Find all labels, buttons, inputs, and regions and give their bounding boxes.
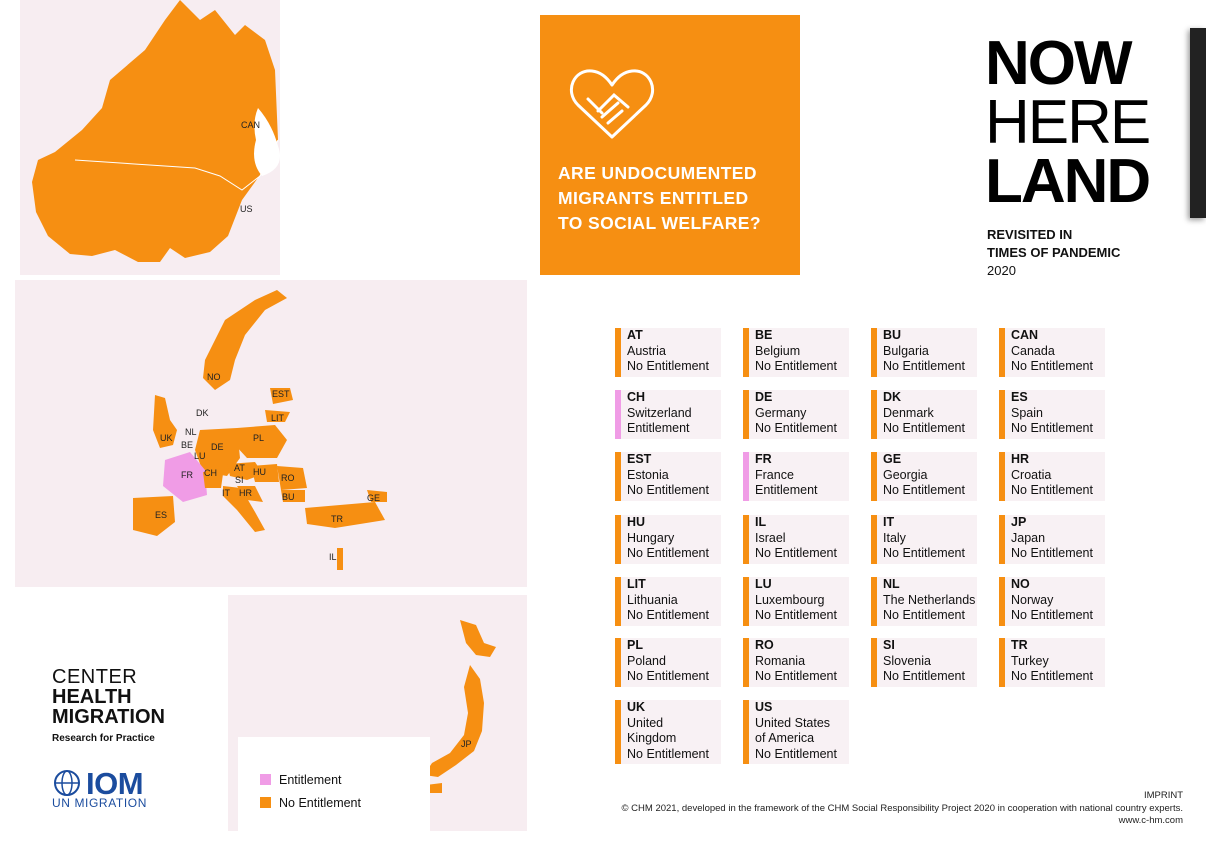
country-card-at: [615, 328, 721, 377]
hero-title-line-1: ARE UNDOCUMENTED: [558, 163, 757, 183]
country-code: LIT: [627, 577, 646, 591]
country-name: Norway: [1011, 592, 1054, 607]
country-name: Spain: [1011, 405, 1043, 420]
country-code: HU: [627, 515, 646, 529]
entitlement-status: No Entitlement: [627, 483, 709, 497]
country-name: Switzerland: [627, 405, 692, 420]
status-bar: [871, 328, 877, 377]
status-bar: [743, 390, 749, 439]
brand-line-land: LAND: [985, 147, 1150, 216]
entitlement-status: No Entitlement: [1011, 421, 1093, 435]
country-card-it: [871, 515, 977, 564]
legend-label-no-entitlement: No Entitlement: [279, 796, 361, 810]
brand-subtitle: [987, 226, 1120, 280]
heart-handshake-icon: [568, 65, 658, 145]
europe-map: [15, 280, 527, 587]
map-label-nl: NL: [185, 427, 197, 437]
entitlement-status: No Entitlement: [1011, 483, 1093, 497]
north-america-landmass: [32, 0, 278, 262]
entitlement-status: No Entitlement: [883, 546, 965, 560]
country-name: Estonia: [627, 467, 669, 482]
status-bar: [615, 577, 621, 626]
country-code: NL: [883, 577, 900, 591]
north-america-map-shapes: [20, 0, 280, 275]
entitlement-status: No Entitlement: [627, 546, 709, 560]
map-label-lit: LIT: [271, 413, 285, 423]
entitlement-status: No Entitlement: [883, 421, 965, 435]
country-name: Italy: [883, 530, 906, 545]
turkey-shape: [305, 502, 385, 528]
entitlement-status: No Entitlement: [627, 669, 709, 683]
country-card-bu: [871, 328, 977, 377]
legend-swatch-no-entitlement: [260, 797, 271, 808]
country-card-de: [743, 390, 849, 439]
map-label-tr: TR: [331, 514, 343, 524]
country-code: ES: [1011, 390, 1028, 404]
country-name: Poland: [627, 653, 666, 668]
status-bar: [871, 515, 877, 564]
country-name: Hungary: [627, 530, 675, 545]
brand-sub-1: REVISITED IN: [987, 227, 1073, 242]
country-code: UK: [627, 700, 646, 714]
country-card-lit: [615, 577, 721, 626]
israel-shape: [337, 548, 343, 570]
country-code: RO: [755, 638, 774, 652]
status-bar: [871, 638, 877, 687]
status-bar: [615, 452, 621, 501]
country-card-can: [999, 328, 1105, 377]
status-bar: [999, 638, 1005, 687]
map-label-ge: GE: [367, 493, 381, 503]
country-name: Lithuania: [627, 592, 678, 607]
country-card-es: [999, 390, 1105, 439]
country-card-ro: [743, 638, 849, 687]
europe-map-shapes: [15, 280, 527, 587]
map-label-si: SI: [235, 475, 244, 485]
country-name: United: [627, 715, 664, 730]
legend-swatch-entitlement: [260, 774, 271, 785]
country-card-no: [999, 577, 1105, 626]
country-card-lu: [743, 577, 849, 626]
map-label-fr: FR: [181, 470, 193, 480]
country-name: Slovenia: [883, 653, 931, 668]
country-name: Germany: [755, 405, 807, 420]
country-code: HR: [1011, 452, 1030, 466]
country-card-nl: [871, 577, 977, 626]
country-card-est: [615, 452, 721, 501]
map-label-hr: HR: [239, 488, 252, 498]
country-name: Japan: [1011, 530, 1046, 545]
country-code: EST: [627, 452, 652, 466]
entitlement-status: No Entitlement: [755, 746, 837, 761]
entitlement-status: No Entitlement: [755, 546, 837, 560]
country-name: Kingdom: [627, 731, 677, 745]
honshu-shape: [424, 665, 484, 777]
country-code: IL: [755, 515, 767, 529]
chm-line-center: CENTER: [52, 666, 138, 688]
country-code: CAN: [1011, 328, 1039, 342]
entitlement-status: No Entitlement: [627, 746, 709, 761]
status-bar: [615, 390, 621, 439]
hero-panel: [540, 15, 800, 275]
chm-line-migration: MIGRATION: [52, 706, 165, 728]
entitlement-status: No Entitlement: [755, 669, 837, 683]
country-card-pl: [615, 638, 721, 687]
map-label-ch: CH: [204, 468, 217, 478]
country-code: NO: [1011, 577, 1030, 591]
status-bar: [743, 515, 749, 564]
legend: [238, 737, 430, 831]
entitlement-status: No Entitlement: [755, 359, 837, 373]
map-label-est: EST: [272, 389, 290, 399]
country-name: Belgium: [755, 343, 801, 358]
status-bar: [615, 328, 621, 377]
status-bar: [999, 452, 1005, 501]
entitlement-status: No Entitlement: [1011, 359, 1093, 373]
country-card-il: [743, 515, 849, 564]
status-bar: [871, 577, 877, 626]
country-card-be: [743, 328, 849, 377]
legend-label-entitlement: Entitlement: [279, 773, 342, 787]
map-label-it: IT: [222, 488, 230, 498]
map-label-pl: PL: [253, 433, 265, 443]
country-name: Turkey: [1011, 653, 1049, 668]
status-bar: [743, 328, 749, 377]
country-code: SI: [883, 638, 895, 652]
chm-tagline: Research for Practice: [52, 733, 155, 744]
hero-title: [558, 161, 761, 236]
country-code: IT: [883, 515, 895, 529]
country-name: Denmark: [883, 405, 934, 420]
country-card-jp: [999, 515, 1105, 564]
page-edge-shadow: [1190, 28, 1206, 218]
iom-subtitle: UN MIGRATION: [52, 796, 147, 810]
status-bar: [615, 515, 621, 564]
country-card-ge: [871, 452, 977, 501]
country-name: Romania: [755, 653, 806, 668]
country-code: AT: [627, 328, 643, 342]
entitlement-status: No Entitlement: [627, 608, 709, 622]
entitlement-status: No Entitlement: [627, 359, 709, 373]
map-label-no: NO: [207, 372, 221, 382]
status-bar: [999, 328, 1005, 377]
country-name: Austria: [627, 343, 666, 358]
map-label-jp: JP: [461, 739, 472, 749]
entitlement-status: No Entitlement: [883, 483, 965, 497]
chm-line-health: HEALTH: [52, 686, 132, 708]
country-name: United States: [755, 715, 831, 730]
country-card-tr: [999, 638, 1105, 687]
country-name: Croatia: [1011, 467, 1052, 482]
entitlement-status: Entitlement: [627, 421, 690, 435]
entitlement-status: No Entitlement: [1011, 546, 1093, 560]
entitlement-status: No Entitlement: [883, 669, 965, 683]
footer: [622, 790, 1183, 828]
map-label-lu: LU: [194, 451, 206, 461]
map-label-bu: BU: [282, 492, 295, 502]
map-label-ro: RO: [281, 473, 295, 483]
footer-copyright: © CHM 2021, developed in the framework of the CHM Social Responsibility Project 2020 in cooperation with national country experts.: [621, 802, 1183, 814]
map-label-es: ES: [155, 510, 168, 520]
hokkaido-shape: [460, 620, 496, 657]
brand-sub-2: TIMES OF PANDEMIC: [987, 245, 1121, 260]
status-bar: [999, 515, 1005, 564]
country-name: The Netherlands: [883, 592, 976, 607]
un-globe-icon: [52, 768, 82, 798]
entitlement-status: No Entitlement: [883, 608, 965, 622]
map-label-be: BE: [181, 440, 194, 450]
entitlement-status: Entitlement: [755, 483, 818, 497]
hero-title-line-3: TO SOCIAL WELFARE?: [558, 213, 761, 233]
iom-name: IOM: [86, 766, 144, 801]
country-code: DE: [755, 390, 773, 404]
country-card-hr: [999, 452, 1105, 501]
status-bar: [871, 390, 877, 439]
status-bar: [615, 700, 621, 764]
entitlement-status: No Entitlement: [883, 359, 965, 373]
map-label-can: CAN: [241, 120, 261, 130]
brand-line-here: HERE: [985, 88, 1150, 157]
status-bar: [871, 452, 877, 501]
country-card-hu: [615, 515, 721, 564]
map-label-at: AT: [234, 463, 245, 473]
map-label-dk: DK: [196, 408, 209, 418]
entitlement-status: No Entitlement: [1011, 669, 1093, 683]
now-here-land-brand: [985, 29, 1150, 278]
country-code: GE: [883, 452, 902, 466]
map-label-hu: HU: [253, 467, 266, 477]
country-name: of America: [755, 731, 815, 745]
chm-logo: [52, 667, 165, 744]
country-name: Israel: [755, 530, 786, 545]
brand-line-now: NOW: [985, 29, 1131, 98]
country-name: France: [755, 467, 794, 482]
status-bar: [999, 390, 1005, 439]
country-code: TR: [1011, 638, 1028, 652]
map-label-de: DE: [211, 442, 224, 452]
status-bar: [615, 638, 621, 687]
country-code: BU: [883, 328, 902, 342]
country-code: PL: [627, 638, 643, 652]
entitlement-status: No Entitlement: [1011, 608, 1093, 622]
country-name: Georgia: [883, 467, 928, 482]
country-code: LU: [755, 577, 772, 591]
country-code: JP: [1011, 515, 1027, 529]
footer-imprint[interactable]: IMPRINT: [1143, 790, 1183, 801]
spain-shape: [133, 496, 175, 536]
footer-url[interactable]: www.c-hm.com: [1118, 815, 1183, 826]
country-name: Bulgaria: [883, 343, 929, 358]
country-card-fr: [743, 452, 849, 501]
entitlement-status: No Entitlement: [755, 421, 837, 435]
entitlement-status: No Entitlement: [755, 608, 837, 622]
country-card-us: [743, 700, 849, 764]
north-america-map: [20, 0, 280, 275]
status-bar: [743, 638, 749, 687]
country-card-ch: [615, 390, 721, 439]
status-bar: [743, 700, 749, 764]
map-label-us: US: [240, 204, 253, 214]
country-name: Canada: [1011, 343, 1055, 358]
country-code: CH: [627, 390, 646, 404]
status-bar: [999, 577, 1005, 626]
country-card-dk: [871, 390, 977, 439]
country-code: US: [755, 700, 773, 714]
map-label-uk: UK: [160, 433, 173, 443]
country-card-si: [871, 638, 977, 687]
country-code: FR: [755, 452, 772, 466]
status-bar: [743, 452, 749, 501]
map-label-il: IL: [329, 552, 337, 562]
hero-title-line-2: MIGRANTS ENTITLED: [558, 188, 749, 208]
country-name: Luxembourg: [755, 592, 825, 607]
country-code: DK: [883, 390, 902, 404]
brand-year: 2020: [987, 263, 1016, 278]
status-bar: [743, 577, 749, 626]
country-code: BE: [755, 328, 773, 342]
country-card-uk: [615, 700, 721, 764]
